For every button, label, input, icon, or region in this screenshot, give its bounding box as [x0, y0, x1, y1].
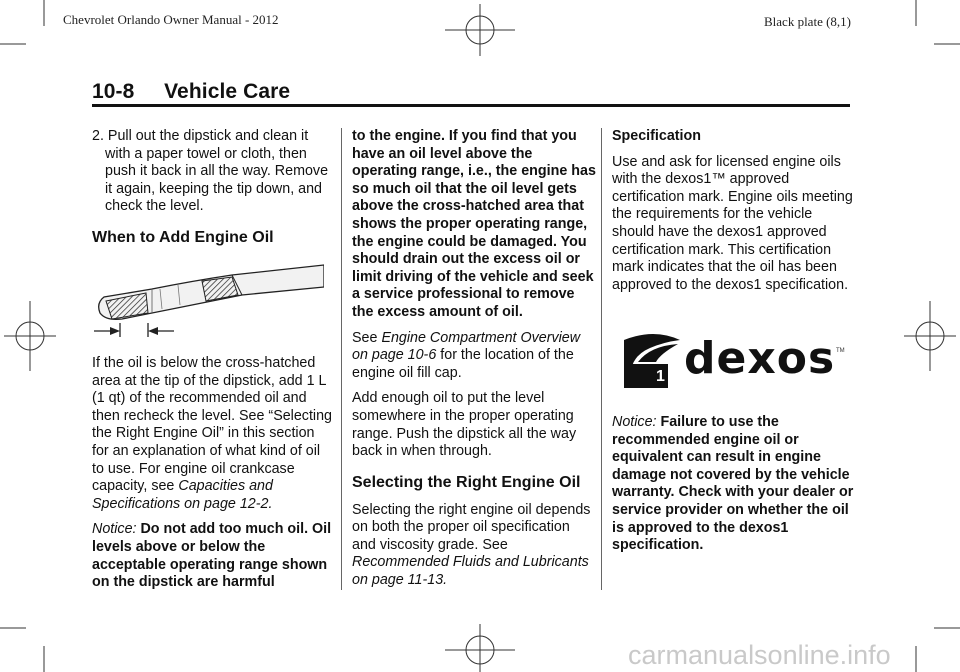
- dexos-badge: 1: [656, 368, 665, 385]
- page-title: 10-8 Vehicle Care: [92, 80, 291, 103]
- notice-label: Notice:: [92, 521, 137, 538]
- notice-text: Do not add too much oil. Oil levels above or below the acceptable operating range shown on the dipstick are harmful: [92, 521, 332, 591]
- section-heading-selecting-oil: Selecting the Right Engine Oil: [352, 473, 581, 491]
- column-divider-2: [601, 128, 602, 590]
- title-rule: [92, 104, 850, 107]
- para-below-hatched: If the oil is below the cross-hatched area at the tip of the dipstick, add 1 L (1 qt) of the recommended oil and then recheck the level. See “Selecting the Right Engine Oil” in this section for an explanation of what kind of oil to use. For engine oil crankcase capacity, see Capacities and Specifications on page 12-2.: [92, 354, 333, 512]
- spec-text: Use and ask for licensed engine oils with the dexos1™ approved certification mark. Engine oils meeting the requirements for the vehicle should have the dexos1 approved certification mark. This certification mark indicates that the oil has been approved to the dexos1 specification.: [612, 153, 853, 293]
- notice-2: [612, 414, 858, 563]
- ref-engine-compartment: Engine Compartment Overview on page 10-6: [352, 329, 581, 364]
- dexos-wordmark: dexos: [684, 333, 836, 384]
- dexos-trademark: TM: [836, 348, 845, 354]
- column-divider-1: [341, 128, 342, 590]
- ref-capacities: Capacities and Specifications on page 12-2.: [92, 478, 273, 512]
- ref-recommended-fluids: Recommended Fluids and Lubricants on page 11-13.: [352, 554, 589, 589]
- header-right: Black plate (8,1): [764, 14, 851, 29]
- section-heading-when-to-add: When to Add Engine Oil: [92, 228, 274, 246]
- spec-title: Specification: [612, 128, 701, 144]
- para-add-oil: Add enough oil to put the level somewhere in the proper operating range. Push the dipstick all the way back in when through.: [352, 390, 577, 460]
- column-1: [92, 128, 332, 600]
- notice-1: [92, 521, 332, 591]
- dexos-logo: [620, 332, 850, 390]
- step-number: 2.: [92, 128, 104, 144]
- column-3: [612, 128, 858, 302]
- dexos-swoosh-icon: [620, 332, 684, 390]
- header-left: Chevrolet Orlando Owner Manual - 2012: [63, 12, 279, 27]
- column-2: [352, 128, 596, 598]
- watermark: carmanualsonline.info: [628, 640, 891, 670]
- para-see-engine-compartment: See Engine Compartment Overview on page 10-6 for the location of the engine oil fill cap.: [352, 329, 581, 381]
- notice-label: Notice:: [612, 414, 657, 430]
- step-2: [92, 128, 332, 216]
- notice-text: Failure to use the recommended engine oil or equivalent can result in engine damage not covered by the vehicle warranty. Check with your dealer or service provider on whether the oil is approved to the dexos1 specification.: [612, 414, 854, 554]
- dipstick-illustration: [92, 257, 324, 345]
- para-selecting-oil: Selecting the right engine oil depends on both the proper oil specification and viscosity grade. See Recommended Fluids and Lubricants on page 11-13.: [352, 501, 591, 589]
- notice-1-continued: to the engine. If you find that you have an oil level above the operating range, i.e., the engine has so much oil that the oil level gets above the cross-hatched area that shows the proper operating range, the engine could be damaged. You should drain out the excess oil or limit driving of the vehicle and seek a service professional to remove the excess amount of oil.: [352, 128, 596, 320]
- step-text: Pull out the dipstick and clean it with a paper towel or cloth, then push it back in all the way. Remove it again, keeping the tip down, and check the level.: [105, 128, 329, 215]
